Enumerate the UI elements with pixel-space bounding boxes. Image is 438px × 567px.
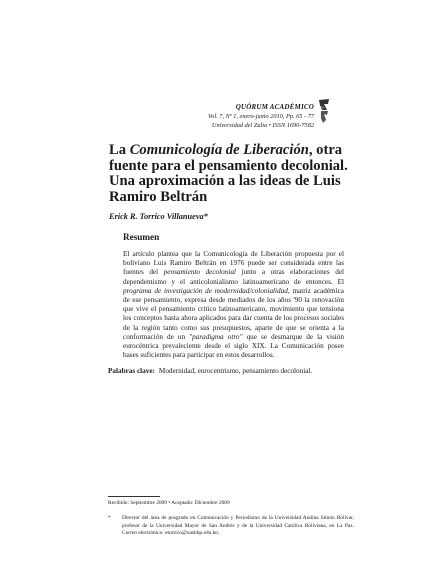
title-italic: Comunicología de Liberación	[129, 142, 309, 158]
footnote-divider	[108, 496, 160, 497]
keywords-label: Palabras clave:	[108, 367, 155, 375]
abstract-seg-3: matriz académica de ese pensamiento, expresa desde mediados de los años '90 la renovación que vive el pensamiento crítico latinoamericano, movimiento que tensiona los conceptos hasta ahora aplicados para dar cuenta de los procesos sociales de la región tanto como sus presupuestos, aparte de que se orienta a la conformación de un	[123, 286, 344, 341]
author-footnote	[108, 515, 354, 538]
keywords	[108, 367, 358, 376]
abstract-text	[123, 250, 344, 360]
abstract-seg-2: junto a otras elaboraciones del dependentismo y el anticolonialismo latinoamericano de entonces. El	[123, 268, 345, 286]
abstract-italic-3: "paradigma otro"	[189, 332, 243, 341]
keywords-value: Modernidad, eurocentrismo, pensamiento decolonial.	[158, 367, 313, 375]
received-dates: Recibido: Septiembre 2009 • Aceptado: Diciembre 2009	[108, 500, 230, 506]
abstract-seg-4: que se desmarque de la visión eurocéntrica prevaleciente desde el siglo XIX. La Comunicación posee bases suficientes para participar en estos desarrollos.	[123, 332, 344, 360]
title-text-2: , otra fuente para el pensamiento decolonial. Una aproximación a las ideas de Luis Ramiro Beltrán	[109, 142, 348, 205]
abstract-seg-1: El artículo plantea que la Comunicología de Liberación propuesta por el boliviano Luis Ramiro Beltrán en 1976 puede ser considerada entre las fuentes del	[123, 250, 344, 277]
journal-publisher: Universidad del Zulia • ISSN 1690-7582	[211, 122, 314, 129]
journal-name: QUÓRUM ACADÉMICO	[235, 103, 314, 111]
journal-logo-icon	[318, 98, 330, 124]
abstract-italic-2: programa de investigación de modernidad/colonialidad,	[123, 286, 290, 295]
article-title	[109, 143, 359, 205]
journal-header	[134, 103, 314, 130]
abstract-heading: Resumen	[123, 232, 160, 242]
abstract-italic-1: pensamiento decolonial	[163, 268, 236, 277]
footnote-text: Director del área de posgrado en Comunicación y Periodismo de la Universidad Andina Simón Bolívar, profesor de la Universidad Mayor de San Andrés y de la Universidad Católica Boliviana, en La Paz. Correo electrónico: etorrico@uasbhp.edu.bo.	[122, 515, 354, 537]
journal-volume: Vol. 7, Nº 1, enero-junio 2010, Pp. 65 - 77	[208, 113, 314, 120]
footnote-mark: *	[108, 515, 111, 521]
author-name: Erick R. Torrico Villanueva*	[109, 212, 208, 221]
title-text-1: La	[109, 142, 130, 158]
